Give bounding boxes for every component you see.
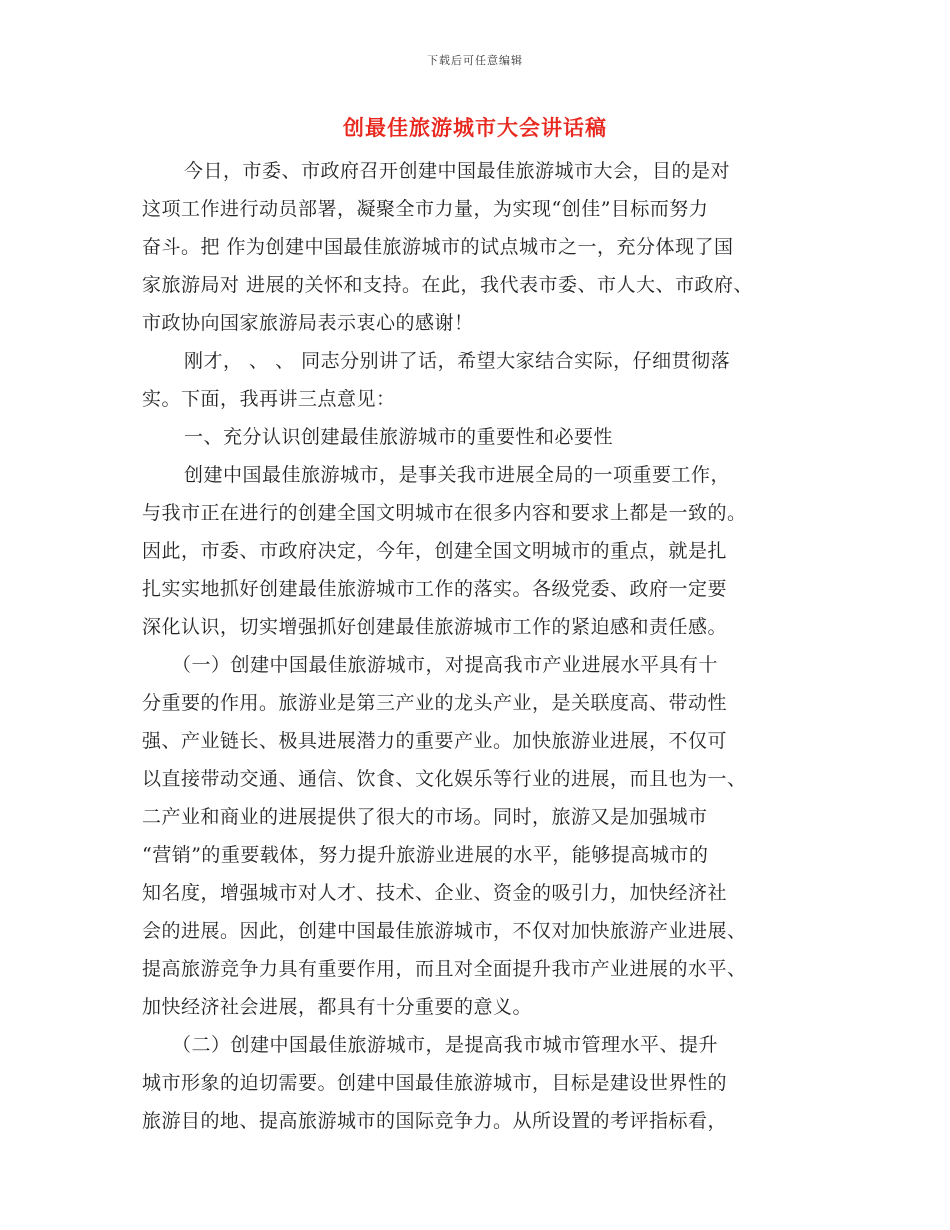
body-line: 提高旅游竞争力具有重要作用，而且对全面提升我市产业进展的水平、	[142, 958, 747, 980]
body-line: 分重要的作用。旅游业是第三产业的龙头产业，是关联度高、带动性	[142, 692, 728, 714]
body-line: 实。下面，我再讲三点意见：	[142, 388, 396, 410]
body-line: 创建中国最佳旅游城市，是事关我市进展全局的一项重要工作，	[184, 464, 731, 486]
body-line: 这项工作进行动员部署，凝聚全市力量，为实现“创佳”目标而努力	[142, 198, 709, 220]
body-line: 以直接带动交通、通信、饮食、文化娱乐等行业的进展，而且也为一、	[142, 768, 747, 790]
body-line: （一）创建中国最佳旅游城市，对提高我市产业进展水平具有十	[172, 654, 719, 676]
body-line: 城市形象的迫切需要。创建中国最佳旅游城市，目标是建设世界性的	[142, 1072, 728, 1094]
document-title: 创最佳旅游城市大会讲话稿	[343, 116, 607, 140]
document-body	[142, 152, 814, 1140]
body-line: 因此，市委、市政府决定，今年，创建全国文明城市的重点，就是扎	[142, 540, 728, 562]
body-line: 与我市正在进行的创建全国文明城市在很多内容和要求上都是一致的。	[142, 502, 747, 524]
body-line: 二产业和商业的进展提供了很大的市场。同时，旅游又是加强城市	[142, 806, 708, 828]
body-line: 今日，市委、市政府召开创建中国最佳旅游城市大会，目的是对	[184, 160, 731, 182]
body-line: 扎实实地抓好创建最佳旅游城市工作的落实。各级党委、政府一定要	[142, 578, 728, 600]
body-line: 强、产业链长、极具进展潜力的重要产业。加快旅游业进展，不仅可	[142, 730, 728, 752]
body-line: 市政协向国家旅游局表示衷心的感谢！	[142, 312, 474, 334]
body-line: 旅游目的地、提高旅游城市的国际竞争力。从所设置的考评指标看，	[142, 1110, 728, 1132]
body-line: “营销”的重要载体，努力提升旅游业进展的水平，能够提高城市的	[142, 844, 709, 866]
body-line: 刚才， 、 、 同志分别讲了话，希望大家结合实际，仔细贯彻落	[184, 350, 731, 372]
body-line: 加快经济社会进展，都具有十分重要的意义。	[142, 996, 533, 1018]
page-header-note: 下载后可任意编辑	[427, 54, 523, 67]
body-line: 家旅游局对 进展的关怀和支持。在此，我代表市委、市人大、市政府、	[142, 274, 754, 296]
body-line: 奋斗。把 作为创建中国最佳旅游城市的试点城市之一，充分体现了国	[142, 236, 734, 258]
body-line: 会的进展。因此，创建中国最佳旅游城市，不仅对加快旅游产业进展、	[142, 920, 747, 942]
body-line: （二）创建中国最佳旅游城市，是提高我市城市管理水平、提升	[172, 1034, 719, 1056]
body-line: 深化认识，切实增强抓好创建最佳旅游城市工作的紧迫感和责任感。	[142, 616, 728, 638]
body-line: 知名度，增强城市对人才、技术、企业、资金的吸引力，加快经济社	[142, 882, 728, 904]
body-line: 一、充分认识创建最佳旅游城市的重要性和必要性	[184, 426, 614, 448]
